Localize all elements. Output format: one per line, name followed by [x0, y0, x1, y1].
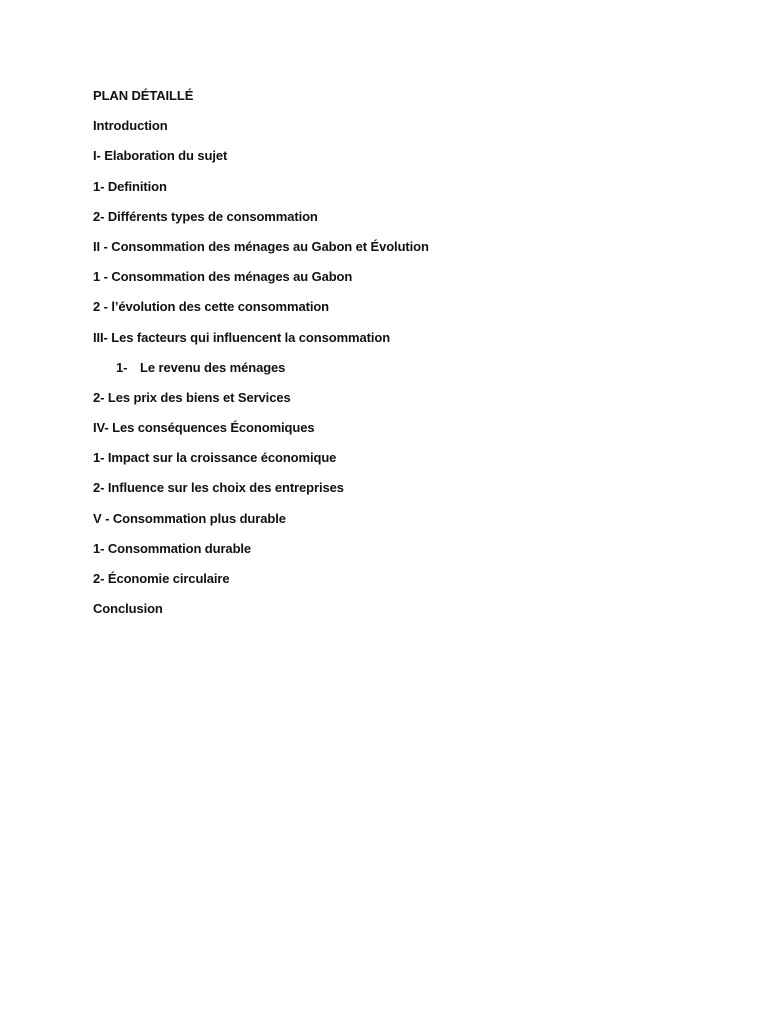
plan-line-section-1: I- Elaboration du sujet	[93, 148, 228, 164]
plan-line-section-2: II - Consommation des ménages au Gabon et Évolution	[93, 238, 429, 254]
plan-line-section-1-sub-2: 2- Différents types de consommation	[93, 208, 318, 224]
plan-line-section-5-sub-2: 2- Économie circulaire	[93, 571, 230, 586]
detailed-plan	[93, 88, 429, 631]
plan-line-section-5: V - Consommation plus durable	[93, 510, 286, 526]
plan-line-section-5-sub-1: 1- Consommation durable	[93, 540, 252, 556]
plan-line-section-4: IV- Les conséquences Économiques	[93, 420, 315, 436]
plan-line-section-4-sub-2: 2- Influence sur les choix des entreprises	[93, 480, 344, 496]
plan-line-section-3-sub-2: 2- Les prix des biens et Services	[93, 389, 291, 405]
plan-line-section-3: III- Les facteurs qui influencent la consommation	[93, 329, 391, 345]
list-item-text: Le revenu des ménages	[140, 359, 286, 375]
plan-line-section-1-sub-1: 1- Definition	[93, 178, 167, 194]
plan-line-section-4-sub-1: 1- Impact sur la croissance économique	[93, 450, 337, 466]
plan-line-conclusion: Conclusion	[93, 601, 163, 617]
list-number: 1-	[116, 359, 128, 375]
plan-line-introduction: Introduction	[93, 118, 168, 134]
plan-line-section-3-sub-1	[93, 360, 429, 376]
plan-line-section-2-sub-1: 1 - Consommation des ménages au Gabon	[93, 269, 353, 285]
plan-line-section-2-sub-2: 2 - l’évolution des cette consommation	[93, 299, 330, 315]
plan-title: PLAN DÉTAILLÉ	[93, 88, 194, 103]
